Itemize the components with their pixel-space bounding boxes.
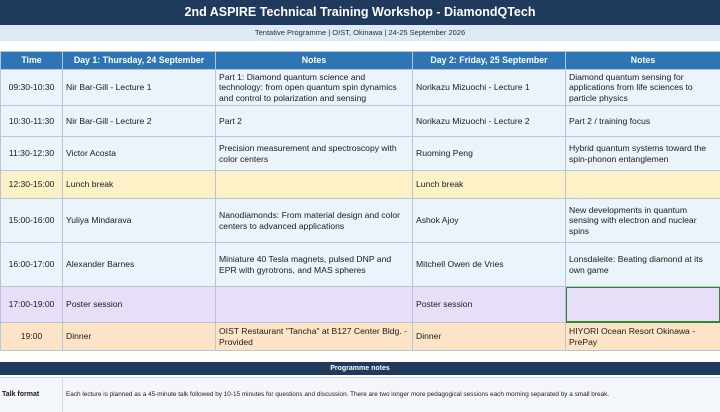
notes2-cell[interactable]: Diamond quantum sensing for applications from life sciences to particle physics: [566, 70, 720, 106]
column-header-day1[interactable]: Day 1: Thursday, 24 September: [63, 52, 216, 70]
programme-notes-title: Programme notes: [0, 362, 720, 375]
day2-cell[interactable]: Dinner: [413, 323, 566, 351]
notes1-cell[interactable]: [216, 171, 413, 199]
day2-cell[interactable]: Norikazu Mizuochi - Lecture 2: [413, 106, 566, 137]
notes1-cell[interactable]: OIST Restaurant "Tancha" at B127 Center Bldg. - Provided: [216, 323, 413, 351]
page-subtitle: Tentative Programme | OIST, Okinawa | 24-25 September 2026: [0, 25, 720, 41]
talk-format-text[interactable]: Each lecture is planned as a 45-minute talk followed by 10-15 minutes for questions and discussion. There are two longer more pedagogical sessions each morning separated by a small break.: [66, 378, 716, 412]
table-row: [1, 323, 720, 351]
header-row: [1, 52, 720, 70]
schedule-table: [0, 51, 720, 351]
time-cell[interactable]: 09:30-10:30: [1, 70, 63, 106]
page-title: 2nd ASPIRE Technical Training Workshop - DiamondQTech: [0, 0, 720, 25]
table-row: [1, 106, 720, 137]
table-row: [1, 243, 720, 287]
table-row: [1, 171, 720, 199]
time-cell[interactable]: 12:30-15:00: [1, 171, 63, 199]
day1-cell[interactable]: Victor Acosta: [63, 137, 216, 171]
day2-cell[interactable]: Ashok Ajoy: [413, 199, 566, 243]
talk-format-label[interactable]: Talk format: [2, 378, 60, 412]
column-header-day2[interactable]: Day 2: Friday, 25 September: [413, 52, 566, 70]
notes1-cell[interactable]: Part 1: Diamond quantum science and technology: from open quantum spin dynamics and control to polarization and sensing: [216, 70, 413, 106]
day1-cell[interactable]: Lunch break: [63, 171, 216, 199]
notes1-cell[interactable]: Miniature 40 Tesla magnets, pulsed DNP and EPR with gyrotrons, and MAS spheres: [216, 243, 413, 287]
time-cell[interactable]: 15:00-16:00: [1, 199, 63, 243]
day1-cell[interactable]: Yuliya Mindarava: [63, 199, 216, 243]
notes2-cell[interactable]: [566, 171, 720, 199]
notes2-cell[interactable]: HIYORI Ocean Resort Okinawa - PrePay: [566, 323, 720, 351]
day1-cell[interactable]: Nir Bar-Gill - Lecture 2: [63, 106, 216, 137]
notes2-cell[interactable]: Lonsdaleite: Beating diamond at its own game: [566, 243, 720, 287]
table-row: [1, 137, 720, 171]
notes2-cell[interactable]: Part 2 / training focus: [566, 106, 720, 137]
day1-cell[interactable]: Poster session: [63, 287, 216, 323]
programme-notes-row: [0, 377, 720, 412]
notes2-cell[interactable]: New developments in quantum sensing with electron and nuclear spins: [566, 199, 720, 243]
notes2-cell[interactable]: Hybrid quantum systems toward the spin-phonon entanglemen: [566, 137, 720, 171]
column-header-notes1[interactable]: Notes: [216, 52, 413, 70]
table-row: [1, 287, 720, 323]
column-header-time[interactable]: Time: [1, 52, 63, 70]
day2-cell[interactable]: Lunch break: [413, 171, 566, 199]
notes1-cell[interactable]: [216, 287, 413, 323]
notes1-cell[interactable]: Part 2: [216, 106, 413, 137]
day2-cell[interactable]: Ruoming Peng: [413, 137, 566, 171]
column-header-notes2[interactable]: Notes: [566, 52, 720, 70]
day1-cell[interactable]: Nir Bar-Gill - Lecture 1: [63, 70, 216, 106]
notes1-cell[interactable]: Nanodiamonds: From material design and color centers to advanced applications: [216, 199, 413, 243]
time-cell[interactable]: 16:00-17:00: [1, 243, 63, 287]
time-cell[interactable]: 17:00-19:00: [1, 287, 63, 323]
selected-notes2-cell[interactable]: [566, 287, 720, 323]
day1-cell[interactable]: Dinner: [63, 323, 216, 351]
day2-cell[interactable]: Poster session: [413, 287, 566, 323]
notes-divider: [62, 378, 63, 412]
table-row: [1, 70, 720, 106]
notes1-cell[interactable]: Precision measurement and spectroscopy with color centers: [216, 137, 413, 171]
day2-cell[interactable]: Mitchell Owen de Vries: [413, 243, 566, 287]
day2-cell[interactable]: Norikazu Mizuochi - Lecture 1: [413, 70, 566, 106]
time-cell[interactable]: 11:30-12:30: [1, 137, 63, 171]
table-row: [1, 199, 720, 243]
day1-cell[interactable]: Alexander Barnes: [63, 243, 216, 287]
time-cell[interactable]: 19:00: [1, 323, 63, 351]
time-cell[interactable]: 10:30-11:30: [1, 106, 63, 137]
